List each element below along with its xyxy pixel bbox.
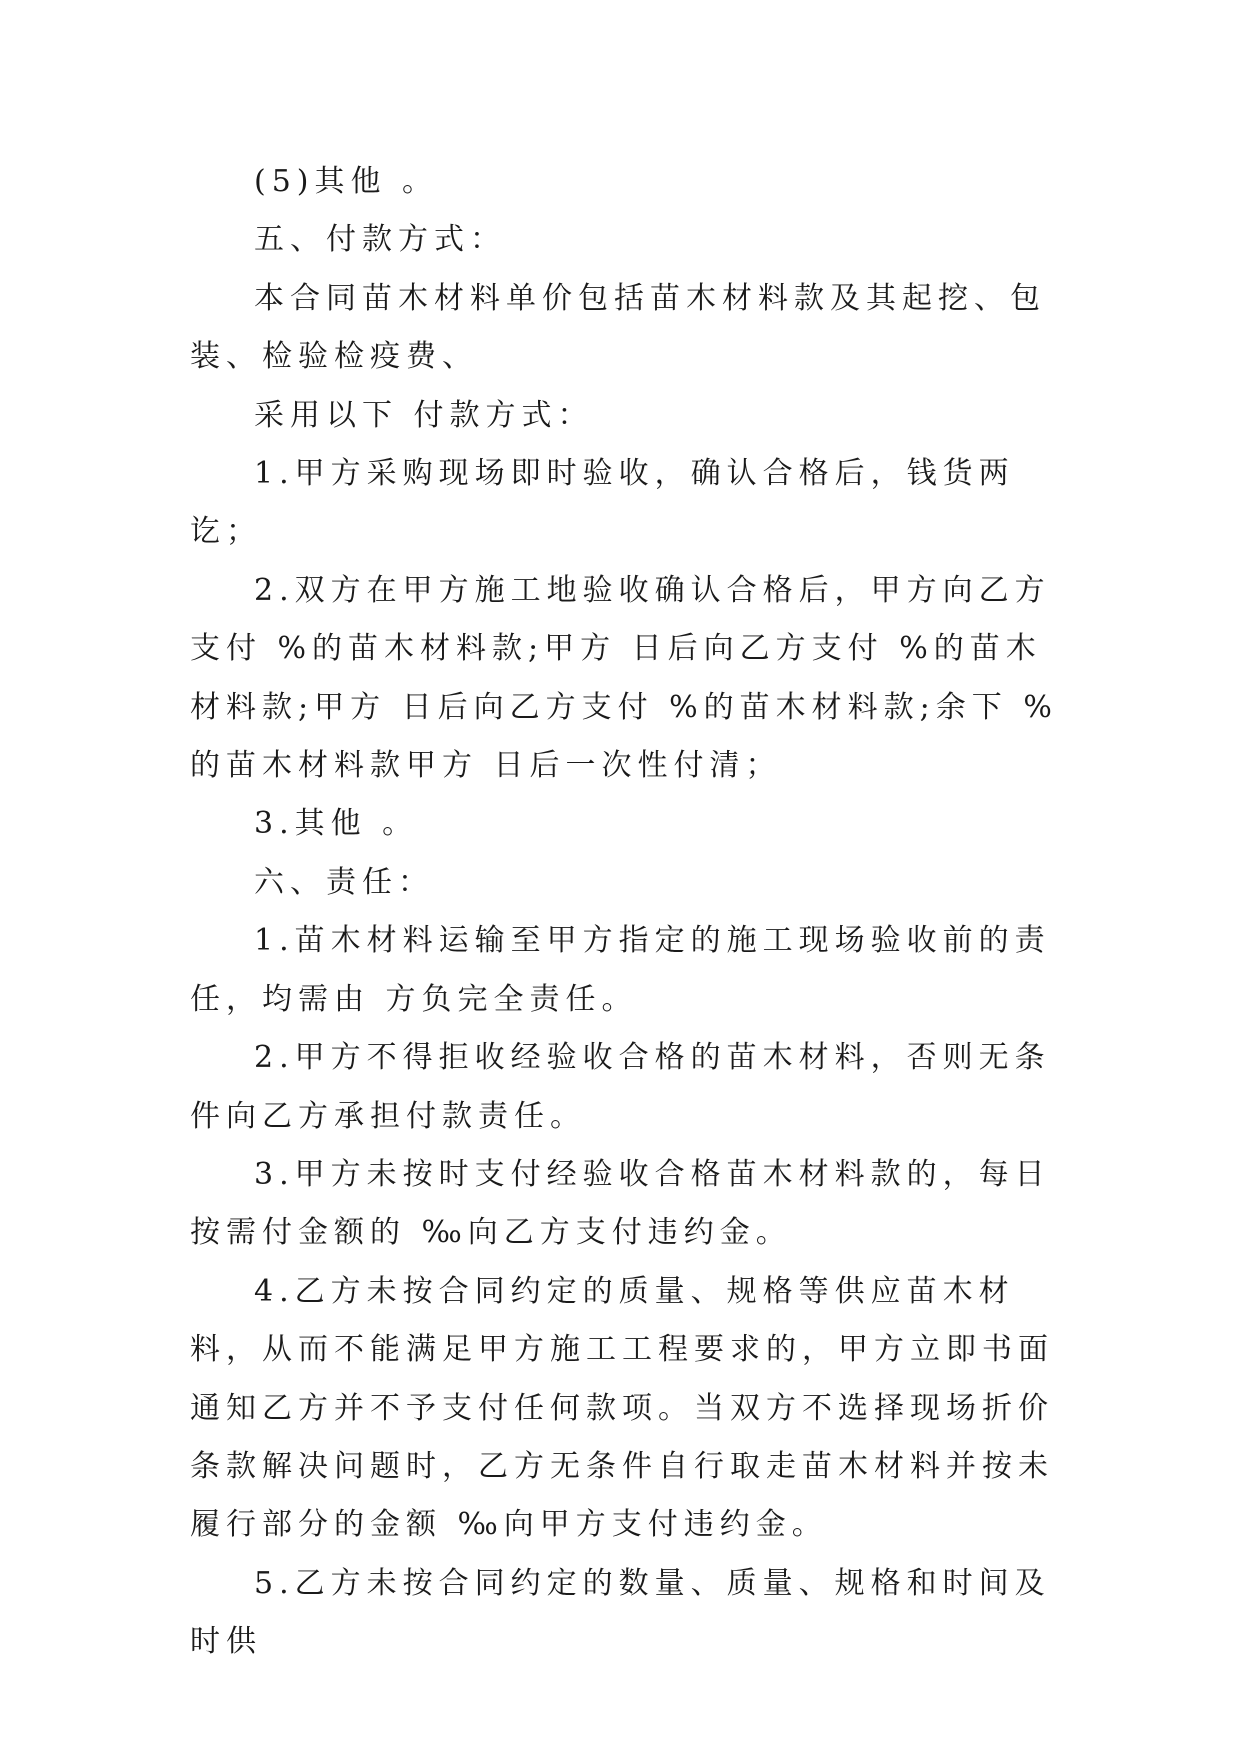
paragraph-other-5: (5)其他 。 — [254, 164, 439, 199]
heading-payment-method: 五、付款方式： — [254, 222, 506, 258]
responsibility-item-4: 4.乙方未按合同约定的质量、规格等供应苗木材料，从而不能满足甲方施工工程要求的，甲方立即书面通知乙方并不予支付任何款项。当双方不选择现场折价条款解决问题时，乙方无条件自行取走苗木材料并按未履行部分的金额 ‰向甲方支付违约金。 — [190, 1273, 1054, 1543]
payment-item-2: 2.双方在甲方施工地验收确认合格后，甲方向乙方支付 %的苗木材料款;甲方 日后向乙方支付 %的苗木材料款;甲方 日后向乙方支付 %的苗木材料款;余下 %的苗木材料款甲方 日后一次性付清； — [190, 572, 1058, 784]
responsibility-item-2: 2.甲方不得拒收经验收合格的苗木材料，否则无条件向乙方承担付款责任。 — [190, 1040, 1051, 1134]
paragraph-unit-price: 本合同苗木材料单价包括苗木材料款及其起挖、包装、检验检疫费、 — [190, 280, 1046, 375]
payment-item-1: 1.甲方采购现场即时验收，确认合格后，钱货两讫； — [190, 456, 1015, 550]
heading-responsibility: 六、责任： — [254, 864, 434, 900]
responsibility-item-3: 3.甲方未按时支付经验收合格苗木材料款的，每日按需付金额的 ‰向乙方支付违约金。 — [190, 1156, 1051, 1251]
contract-text — [190, 153, 1070, 1672]
responsibility-item-1: 1.苗木材料运输至甲方指定的施工现场验收前的责任，均需由 方负完全责任。 — [190, 923, 1051, 1017]
responsibility-item-5: 5.乙方未按合同约定的数量、质量、规格和时间及时供 — [190, 1565, 1051, 1660]
payment-item-3: 3.其他 。 — [254, 806, 419, 842]
paragraph-payment-intro: 采用以下 付款方式： — [254, 397, 594, 433]
